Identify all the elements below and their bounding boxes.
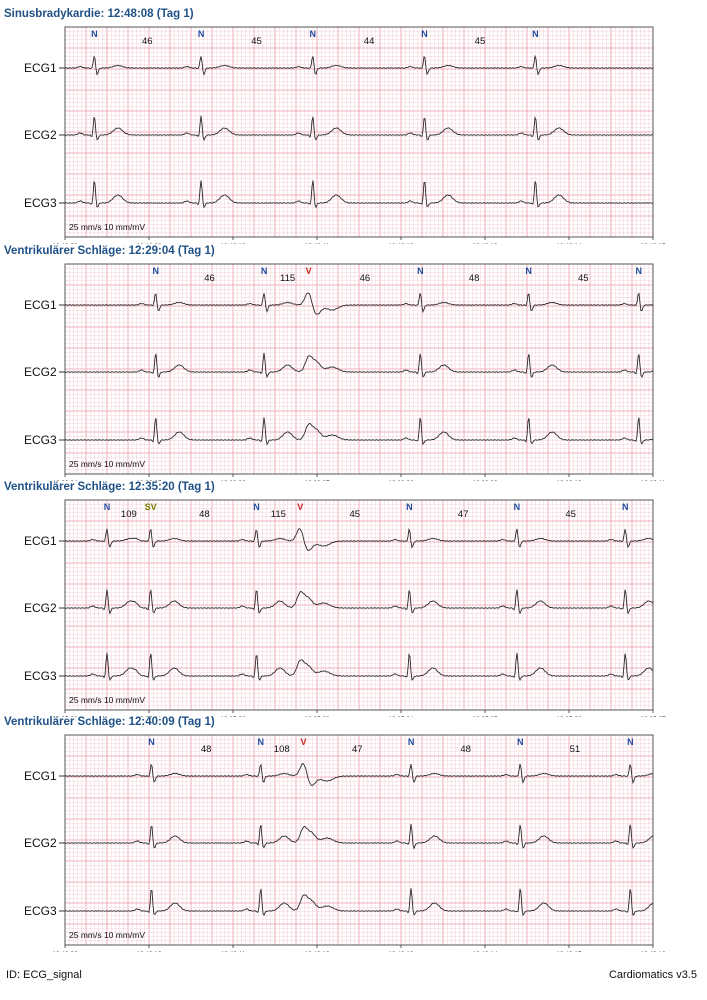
time-label [221,951,246,952]
lead-label: ECG3 [24,669,57,683]
ecg-chart [0,8,707,244]
beat-label: N [406,502,413,512]
time-label [136,243,162,244]
heart-rate-label: 45 [474,36,486,47]
strip-title: Ventrikulärer Schläge: 12:29:04 (Tag 1) [4,245,215,257]
scale-label: 25 mm/s 10 mm/mV [69,459,146,469]
beat-label: V [305,266,312,276]
beat-label: N [309,29,317,39]
beat-label: N [257,737,264,747]
beat-label: V [297,502,304,512]
time-label [304,951,330,952]
scale-label: 25 mm/s 10 mm/mV [69,930,146,940]
beat-label: N [197,29,205,39]
beat-label: N [517,737,524,747]
lead-label: ECG1 [24,769,57,783]
beat-label: N [532,29,539,39]
lead-label: ECG3 [24,433,57,447]
lead-label: ECG1 [24,534,57,548]
ecg-chart [0,716,707,952]
time-label [556,243,582,244]
beat-label: N [417,266,424,276]
beat-label: N [622,502,629,512]
strip-title: Ventrikulärer Schläge: 12:40:09 (Tag 1) [4,716,215,728]
lead-label: ECG3 [24,904,57,918]
time-label [52,243,78,244]
heart-rate-label: 47 [457,509,469,520]
beat-label: N [148,737,155,747]
time-label [640,243,666,244]
beat-label: N [627,737,634,747]
heart-rate-label: 45 [349,509,361,520]
heart-rate-label: 46 [142,36,153,47]
beat-label: SV [144,502,157,512]
heart-rate-label: 109 [120,509,137,520]
heart-rate-label: 46 [359,273,371,284]
heart-rate-label: 46 [204,273,215,284]
strip-title: Ventrikulärer Schläge: 12:35:20 (Tag 1) [4,481,215,493]
ecg-chart [0,245,707,481]
ecg-strip-panel [0,481,707,717]
time-label [640,951,666,952]
heart-rate-label: 115 [280,273,296,284]
beat-label: N [152,266,159,276]
ecg-strip-panel [0,245,707,481]
heart-rate-label: 45 [251,36,262,47]
time-label [472,243,498,244]
heart-rate-label: 48 [460,744,471,755]
heart-rate-label: 51 [569,744,581,755]
lead-label: ECG2 [24,601,57,615]
heart-rate-label: 48 [199,509,210,520]
beat-label: N [513,502,521,512]
time-label [388,243,414,244]
lead-label: ECG3 [24,196,57,210]
time-label [472,951,498,952]
time-label [305,243,330,244]
heart-rate-label: 44 [363,36,375,47]
heart-rate-label: 45 [565,509,576,520]
heart-rate-label: 108 [273,744,290,755]
lead-label: ECG1 [24,298,57,312]
time-label [220,243,246,244]
beat-label: N [253,502,260,512]
beat-label: N [635,266,642,276]
beat-label: N [407,737,415,747]
ecg-chart [0,481,707,717]
app-version: Cardiomatics v3.5 [608,969,697,981]
lead-label: ECG1 [24,61,57,75]
time-label [388,951,414,952]
heart-rate-label: 48 [468,273,480,284]
time-label [136,951,162,952]
time-label [52,951,78,952]
heart-rate-label: 115 [270,509,286,520]
heart-rate-label: 47 [352,744,363,755]
lead-label: ECG2 [24,128,57,142]
beat-label: V [300,737,307,747]
beat-label: N [91,29,98,39]
beat-label: N [421,29,428,39]
ecg-strip-panel [0,8,707,244]
record-id: ID: ECG_signal [6,969,82,981]
lead-label: ECG2 [24,365,57,379]
scale-label: 25 mm/s 10 mm/mV [69,695,146,705]
beat-label: N [103,502,111,512]
beat-label: N [260,266,268,276]
strip-title: Sinusbradykardie: 12:48:08 (Tag 1) [4,8,194,20]
lead-label: ECG2 [24,836,57,850]
time-label [556,951,582,952]
ecg-strip-panel [0,716,707,952]
beat-label: N [525,266,532,276]
heart-rate-label: 45 [577,273,589,284]
scale-label: 25 mm/s 10 mm/mV [69,222,146,232]
heart-rate-label: 48 [200,744,212,755]
